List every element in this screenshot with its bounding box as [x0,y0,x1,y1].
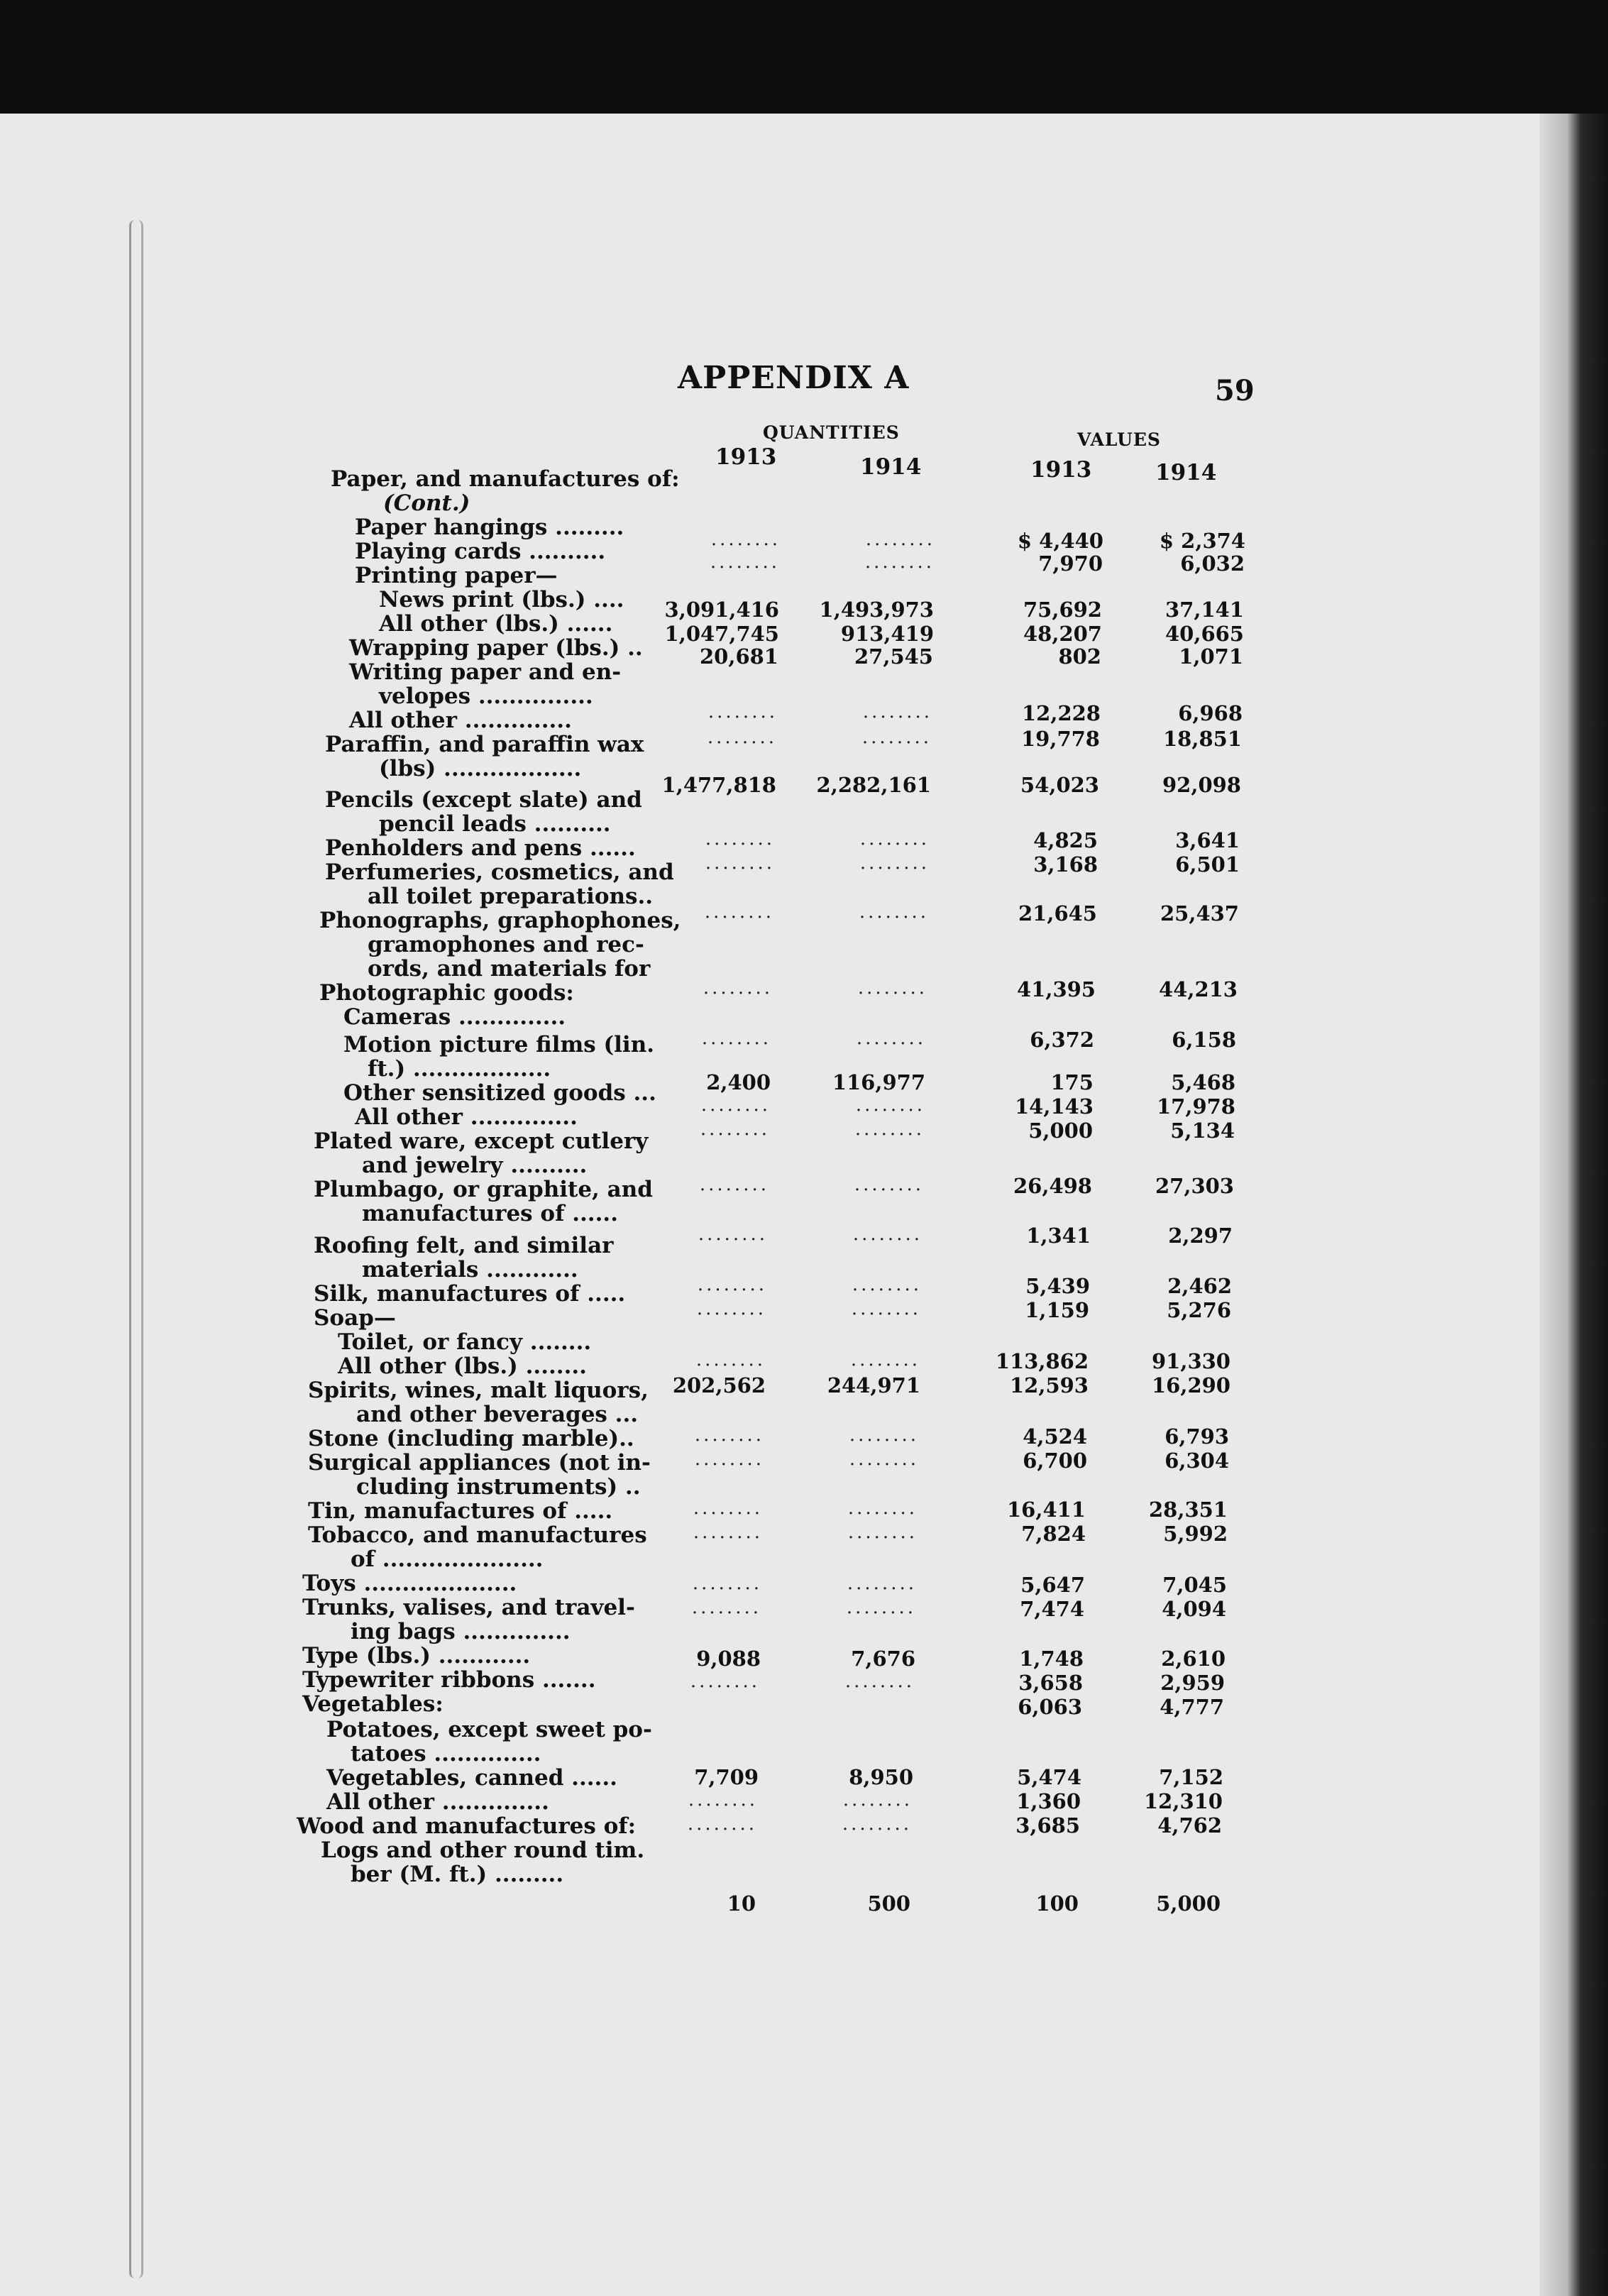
value-1914-cell: 1,071 [1179,644,1243,669]
row-label: Surgical appliances (not in- [308,1450,651,1476]
quantity-1913-cell: ........ [698,1224,768,1245]
value-1914-cell: 4,094 [1162,1597,1226,1621]
quantity-1913-cell: ........ [694,1424,764,1446]
quantity-1914-cell: ........ [849,1424,919,1446]
row-label: Potatoes, except sweet po- [326,1717,652,1742]
value-1913-cell: 41,395 [1017,977,1096,1001]
row-label: ber (M. ft.) ......... [351,1862,564,1887]
row-label: Roofing felt, and similar [314,1233,614,1258]
quantity-1914-cell: ........ [862,701,932,723]
row-label: velopes ............... [379,683,593,709]
value-1914-cell: 92,098 [1162,773,1241,797]
row-label: manufactures of ...... [362,1201,618,1226]
value-1913-cell: 12,228 [1022,701,1101,725]
quantity-1913-cell: ........ [693,1498,763,1519]
quantity-1913-cell: ........ [705,852,775,874]
quantity-1913-cell: ........ [710,529,781,550]
row-label: Logs and other round tim. [321,1838,645,1863]
quantity-1913-cell: 1,477,818 [661,773,776,797]
row-label: Paraffin, and paraffin wax [325,732,644,757]
quantities-header: QUANTITIES [763,422,900,443]
row-label: and other beverages ... [356,1402,639,1427]
value-1914-cell: 27,303 [1155,1174,1234,1198]
quantity-1913-cell: ........ [701,1028,771,1049]
row-label: All other (lbs.) ...... [379,611,613,637]
value-1913-cell: 5,439 [1025,1274,1090,1298]
value-1914-cell: 5,468 [1171,1070,1235,1094]
quantity-1914-cell: ........ [847,1573,917,1594]
quantity-1914-cell: ........ [855,1094,925,1116]
page-edge-shadow [1540,114,1608,2296]
quantity-1914-cell: ........ [852,1274,922,1295]
value-1914-cell: 17,978 [1157,1094,1235,1119]
row-label: of ..................... [351,1547,544,1572]
value-1913-cell: 3,685 [1015,1813,1080,1838]
value-1914-cell: 12,310 [1144,1789,1223,1813]
quantity-1913-cell: ........ [700,1119,770,1140]
quantity-1913-cell: 10 [727,1891,756,1916]
quantity-1913-cell: ........ [693,1522,763,1543]
value-1913-cell: 16,411 [1007,1498,1086,1522]
quantity-1914-cell: 27,545 [854,644,933,669]
value-1914-cell: 25,437 [1160,901,1239,925]
value-1914-cell: 28,351 [1149,1498,1228,1522]
row-label: Plumbago, or graphite, and [314,1177,653,1202]
row-label: Silk, manufactures of ..... [314,1281,626,1307]
binding-edge [129,220,143,2278]
value-1914-cell: 2,959 [1160,1671,1225,1695]
row-label: Toys .................... [302,1571,517,1596]
quantity-1913-cell: ........ [710,551,780,573]
row-label: Stone (including marble).. [308,1426,634,1451]
value-1914-cell: 2,297 [1168,1224,1233,1248]
quantity-1913-cell: ........ [697,1274,767,1295]
value-1913-cell: 6,063 [1018,1695,1082,1719]
row-label: pencil leads .......... [379,811,611,837]
quantity-1914-cell: ........ [842,1789,913,1811]
value-1913-cell: 802 [1058,644,1101,669]
value-1913-cell: 1,360 [1016,1789,1081,1813]
row-label: Tobacco, and manufactures [308,1522,647,1548]
row-label: Playing cards .......... [355,539,606,564]
value-1913-cell: 1,341 [1026,1224,1091,1248]
quantity-1914-cell: ........ [861,727,932,748]
quantity-1913-cell: ........ [688,1789,758,1811]
value-1913-cell: 21,645 [1018,901,1097,925]
quantity-1913-cell: ........ [703,977,773,999]
quantity-1914-cell: ........ [859,901,929,923]
row-label: Toilet, or fancy ........ [338,1329,592,1355]
quantity-1914-cell: 500 [867,1891,910,1916]
value-1914-cell: 2,462 [1167,1274,1232,1298]
row-label: Wood and manufactures of: [297,1813,637,1839]
value-1913-cell: 75,692 [1023,598,1102,622]
quantity-1913-cell: 202,562 [672,1373,766,1397]
quantity-1913-cell: 1,047,745 [664,622,779,646]
quantity-1913-cell: 7,709 [694,1765,759,1789]
row-label: and jewelry .......... [362,1153,588,1178]
value-1914-cell: 91,330 [1152,1349,1230,1373]
quantity-1914-cell: ........ [856,1028,926,1049]
value-1914-cell: $ 2,374 [1159,529,1245,553]
year-1913-values: 1913 [1030,457,1092,483]
row-label: (Cont.) [383,490,470,516]
value-1913-cell: 7,970 [1038,551,1103,576]
value-1913-cell: 1,748 [1019,1647,1084,1671]
row-label: Writing paper and en- [349,659,622,685]
quantity-1914-cell: 8,950 [849,1765,913,1789]
value-1913-cell: $ 4,440 [1017,529,1103,553]
quantity-1914-cell: ........ [865,529,935,550]
value-1913-cell: 5,000 [1028,1119,1093,1143]
quantity-1914-cell: 913,419 [840,622,934,646]
row-label: ft.) .................. [368,1056,551,1082]
row-label: ing bags .............. [351,1619,571,1644]
value-1914-cell: 5,276 [1167,1298,1231,1322]
quantity-1913-cell: ........ [699,1174,769,1195]
row-label: All other .............. [349,708,572,733]
quantity-1914-cell: ........ [857,977,927,999]
row-label: All other (lbs.) ........ [338,1353,587,1379]
quantity-1913-cell: ........ [691,1597,761,1618]
value-1914-cell: 4,777 [1160,1695,1224,1719]
value-1914-cell: 18,851 [1163,727,1242,751]
row-label: News print (lbs.) .... [379,587,624,613]
quantity-1914-cell: ........ [850,1349,920,1371]
row-label: Cameras .............. [343,1004,566,1030]
row-label: Vegetables, canned ...... [326,1765,617,1791]
page-title: APPENDIX A [678,360,910,396]
row-label: Soap— [314,1305,396,1331]
quantity-1914-cell: ........ [842,1813,912,1835]
row-label: Wrapping paper (lbs.) .. [349,635,643,661]
quantity-1913-cell: 2,400 [706,1070,771,1094]
value-1914-cell: 6,158 [1172,1028,1236,1052]
row-label: all toilet preparations.. [368,884,654,909]
quantity-1914-cell: ........ [854,1174,924,1195]
quantity-1914-cell: ........ [849,1449,919,1470]
row-label: Perfumeries, cosmetics, and [325,859,674,885]
value-1914-cell: 44,213 [1159,977,1238,1001]
quantity-1914-cell: 7,676 [851,1647,915,1671]
row-label: materials ............ [362,1257,578,1282]
value-1913-cell: 3,658 [1018,1671,1083,1695]
scan-top-border [0,0,1608,114]
value-1914-cell: 5,000 [1156,1891,1221,1916]
quantity-1914-cell: ........ [846,1597,916,1618]
value-1914-cell: 7,152 [1159,1765,1223,1789]
row-label: Photographic goods: [319,980,574,1006]
value-1913-cell: 6,372 [1030,1028,1094,1052]
page-number: 59 [1215,374,1255,407]
value-1913-cell: 48,207 [1023,622,1102,646]
value-1914-cell: 5,992 [1163,1522,1228,1546]
quantity-1913-cell: ........ [704,901,774,923]
value-1913-cell: 7,824 [1021,1522,1086,1546]
value-1914-cell: 6,793 [1164,1424,1229,1449]
quantity-1913-cell: 3,091,416 [664,598,779,622]
quantity-1914-cell: 1,493,973 [819,598,934,622]
quantity-1914-cell: ........ [852,1224,923,1245]
row-label: tatoes .............. [351,1741,541,1767]
value-1913-cell: 1,159 [1025,1298,1089,1322]
year-1913-quantities: 1913 [715,444,777,470]
row-label: Typewriter ribbons ....... [302,1667,596,1693]
row-label: ords, and materials for [368,956,651,982]
quantity-1914-cell: ........ [854,1119,925,1140]
quantity-1913-cell: ........ [687,1813,757,1835]
quantity-1914-cell: ........ [859,852,930,874]
value-1914-cell: 6,968 [1178,701,1243,725]
row-label: All other .............. [355,1104,578,1130]
quantity-1914-cell: ........ [859,828,930,850]
quantity-1914-cell: ........ [847,1522,918,1543]
value-1914-cell: 6,032 [1180,551,1245,576]
quantity-1913-cell: ........ [707,701,778,723]
value-1913-cell: 5,647 [1020,1573,1085,1597]
value-1913-cell: 175 [1050,1070,1094,1094]
row-label: Penholders and pens ...... [325,835,636,861]
value-1913-cell: 5,474 [1017,1765,1081,1789]
value-1914-cell: 7,045 [1162,1573,1227,1597]
quantity-1914-cell: 2,282,161 [816,773,931,797]
row-label: All other .............. [326,1789,549,1815]
value-1913-cell: 54,023 [1020,773,1099,797]
values-header: VALUES [1077,429,1161,450]
row-label: Trunks, valises, and travel- [302,1595,635,1620]
value-1913-cell: 3,168 [1033,852,1098,877]
value-1913-cell: 4,524 [1023,1424,1087,1449]
quantity-1913-cell: ........ [692,1573,762,1594]
quantity-1913-cell: 20,681 [700,644,778,669]
year-1914-values: 1914 [1155,460,1217,485]
value-1914-cell: 6,501 [1175,852,1240,877]
quantity-1913-cell: ........ [700,1094,771,1116]
value-1914-cell: 16,290 [1152,1373,1230,1397]
value-1913-cell: 100 [1035,1891,1079,1916]
row-label: Spirits, wines, malt liquors, [308,1378,649,1403]
quantity-1914-cell: 244,971 [827,1373,920,1397]
row-label: Printing paper— [355,563,558,588]
value-1914-cell: 37,141 [1165,598,1244,622]
quantity-1913-cell: ........ [696,1298,766,1319]
value-1913-cell: 4,825 [1033,828,1098,852]
quantity-1913-cell: 9,088 [696,1647,761,1671]
row-label: Other sensitized goods ... [343,1080,656,1106]
value-1914-cell: 40,665 [1165,622,1244,646]
quantity-1914-cell: ........ [847,1498,918,1519]
quantity-1913-cell: ........ [705,828,775,850]
quantity-1913-cell: ........ [690,1671,760,1692]
value-1914-cell: 5,134 [1170,1119,1235,1143]
quantity-1913-cell: ........ [695,1349,766,1371]
row-label: Type (lbs.) ............ [302,1643,531,1669]
row-label: cluding instruments) .. [356,1474,641,1500]
quantity-1914-cell: ........ [844,1671,915,1692]
value-1914-cell: 2,610 [1161,1647,1226,1671]
quantity-1913-cell: ........ [707,727,777,748]
row-label: Paper hangings ......... [355,515,624,540]
value-1913-cell: 7,474 [1020,1597,1084,1621]
value-1913-cell: 14,143 [1015,1094,1094,1119]
quantity-1914-cell: ........ [851,1298,921,1319]
quantity-1914-cell: ........ [864,551,935,573]
row-label: (lbs) .................. [379,756,582,781]
year-1914-quantities: 1914 [860,454,922,480]
row-label: Phonographs, graphophones, [319,908,681,933]
value-1914-cell: 3,641 [1175,828,1240,852]
row-label: Pencils (except slate) and [325,787,642,813]
value-1913-cell: 19,778 [1021,727,1100,751]
value-1914-cell: 4,762 [1157,1813,1222,1838]
value-1913-cell: 113,862 [995,1349,1089,1373]
value-1913-cell: 6,700 [1023,1449,1087,1473]
quantity-1913-cell: ........ [694,1449,764,1470]
row-label: Plated ware, except cutlery [314,1128,649,1154]
quantity-1914-cell: 116,977 [832,1070,925,1094]
value-1914-cell: 6,304 [1164,1449,1229,1473]
row-label: Motion picture films (lin. [343,1032,655,1058]
row-label: Tin, manufactures of ..... [308,1498,613,1524]
row-label: gramophones and rec- [368,932,644,957]
value-1913-cell: 12,593 [1010,1373,1089,1397]
row-label: Paper, and manufactures of: [331,466,680,492]
value-1913-cell: 26,498 [1013,1174,1092,1198]
row-label: Vegetables: [302,1691,444,1717]
